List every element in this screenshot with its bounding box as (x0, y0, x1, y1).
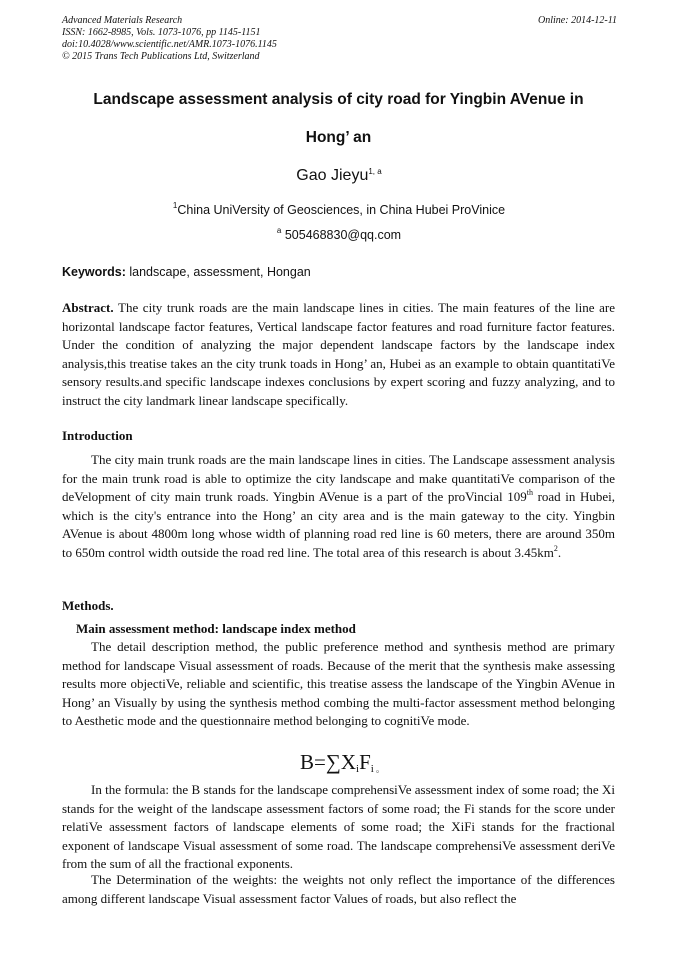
methods-subheading: Main assessment method: landscape index method (76, 621, 356, 636)
affiliation (0, 203, 678, 217)
affiliation-text: China UniVersity of Geosciences, in China Hubei ProVinice (177, 203, 506, 217)
title-line-2: Hong’ an (305, 129, 372, 146)
author-name: Gao Jieyu (296, 167, 369, 184)
journal-name: Advanced Materials Research (62, 15, 183, 26)
formula-tail: 。 (375, 764, 385, 774)
paper-title (62, 90, 615, 148)
journal-header (62, 15, 617, 63)
intro-text-c: . (557, 544, 562, 560)
doi-line: doi:10.4028/www.scientific.net/AMR.1073-1076.1145 (62, 39, 277, 50)
author (0, 167, 678, 185)
intro-sup-th: th (526, 488, 533, 498)
formula-x: X (340, 750, 357, 774)
abstract (62, 299, 615, 411)
methods-heading: Methods. (62, 598, 114, 613)
intro-text-a: The city main trunk roads are the main landscape lines in cities. The Landscape assessment analysis for the main trunk road is able to optimize the city landscape and make quantitatiVe comparison of the deVelopment of city main trunk roads. Yingbin AVenue is a part of the proVincial 109 (62, 452, 615, 505)
online-date: Online: 2014-12-11 (538, 15, 617, 26)
intro-sup-2: 2 (553, 543, 558, 553)
methods-paragraph-3: The Determination of the weights: the weights not only reflect the importance of the differences among different landscape Visual assessment factor Values of roads, but also reflect the (62, 872, 615, 906)
intro-text-b: road in Hubei, which is the city's entrance into the Hong’ an city area and is the main gateway to the city. Yingbin AVenue is about 4800m long whose width of planning road red line is 60 meters, there are around 350m to 650m control width outside the road red line. The total area of this research is about 3.45km (62, 489, 616, 560)
copyright-line: © 2015 Trans Tech Publications Ltd, Switzerland (62, 51, 260, 62)
keywords-text: landscape, assessment, Hongan (125, 265, 311, 279)
formula-f: F (359, 750, 371, 774)
methods-paragraph-2: In the formula: the B stands for the landscape comprehensiVe assessment index of some road; the Xi stands for the weight of the landscape assessment factors of some road; the Fi stands for the score under relatiVe assessment factors of landscape elements of some road; the XiFi stands for the fractional exponent of landscape Visual assessment of some road. The landscape comprehensiVe assessment deriVe from the sum of all the fractional exponents. (62, 782, 615, 872)
formula-x-sub: i (356, 763, 360, 775)
introduction-heading: Introduction (62, 428, 133, 443)
title-line-1: Landscape assessment analysis of city road for Yingbin AVenue in (93, 91, 584, 108)
abstract-label: Abstract. (62, 300, 114, 315)
keywords (62, 265, 311, 279)
email-sup: a (276, 226, 282, 235)
formula-lhs: B= (300, 750, 326, 774)
formula-sum: ∑ (325, 750, 341, 774)
formula-f-sub: i (370, 763, 374, 775)
introduction-paragraph (62, 451, 615, 563)
formula (300, 750, 385, 775)
keywords-label: Keywords: (62, 265, 126, 279)
author-sup: 1, a (368, 167, 382, 176)
email (0, 228, 678, 242)
affiliation-sup: 1 (172, 201, 178, 210)
issn-line: ISSN: 1662-8985, Vols. 1073-1076, pp 1145-1151 (62, 27, 261, 38)
abstract-text: The city trunk roads are the main landscape lines in cities. The main features of the line are horizontal landscape factor features, Vertical landscape factor features and road furniture factor features. Under the condition of analyzing the major dependent landscape factors by the landscape index analysis,this treatise takes an the city trunk toads in Hong’ an, Hubei as an example to obtain quantitatiVe sensory results.and specific landscape indexes conclusions by expert scoring and fuzzy analyzing, and to instruct the city landmark linear landscape specifically. (62, 300, 615, 408)
email-text: 505468830@qq.com (281, 228, 402, 242)
methods-paragraph-1: The detail description method, the public preference method and synthesis method are primary method for landscape Visual assessment of roads. Because of the merit that the synthesis make assessing results more objectiVe, reliable and scientific, this treatise assess the landscape of the Yingbin AVenue in Hong’ an Visually by using the synthesis method combing the multi-factor assessment method belonging to Aesthetic mode and the questionnaire method belonging to cognitiVe mode. (62, 639, 615, 729)
